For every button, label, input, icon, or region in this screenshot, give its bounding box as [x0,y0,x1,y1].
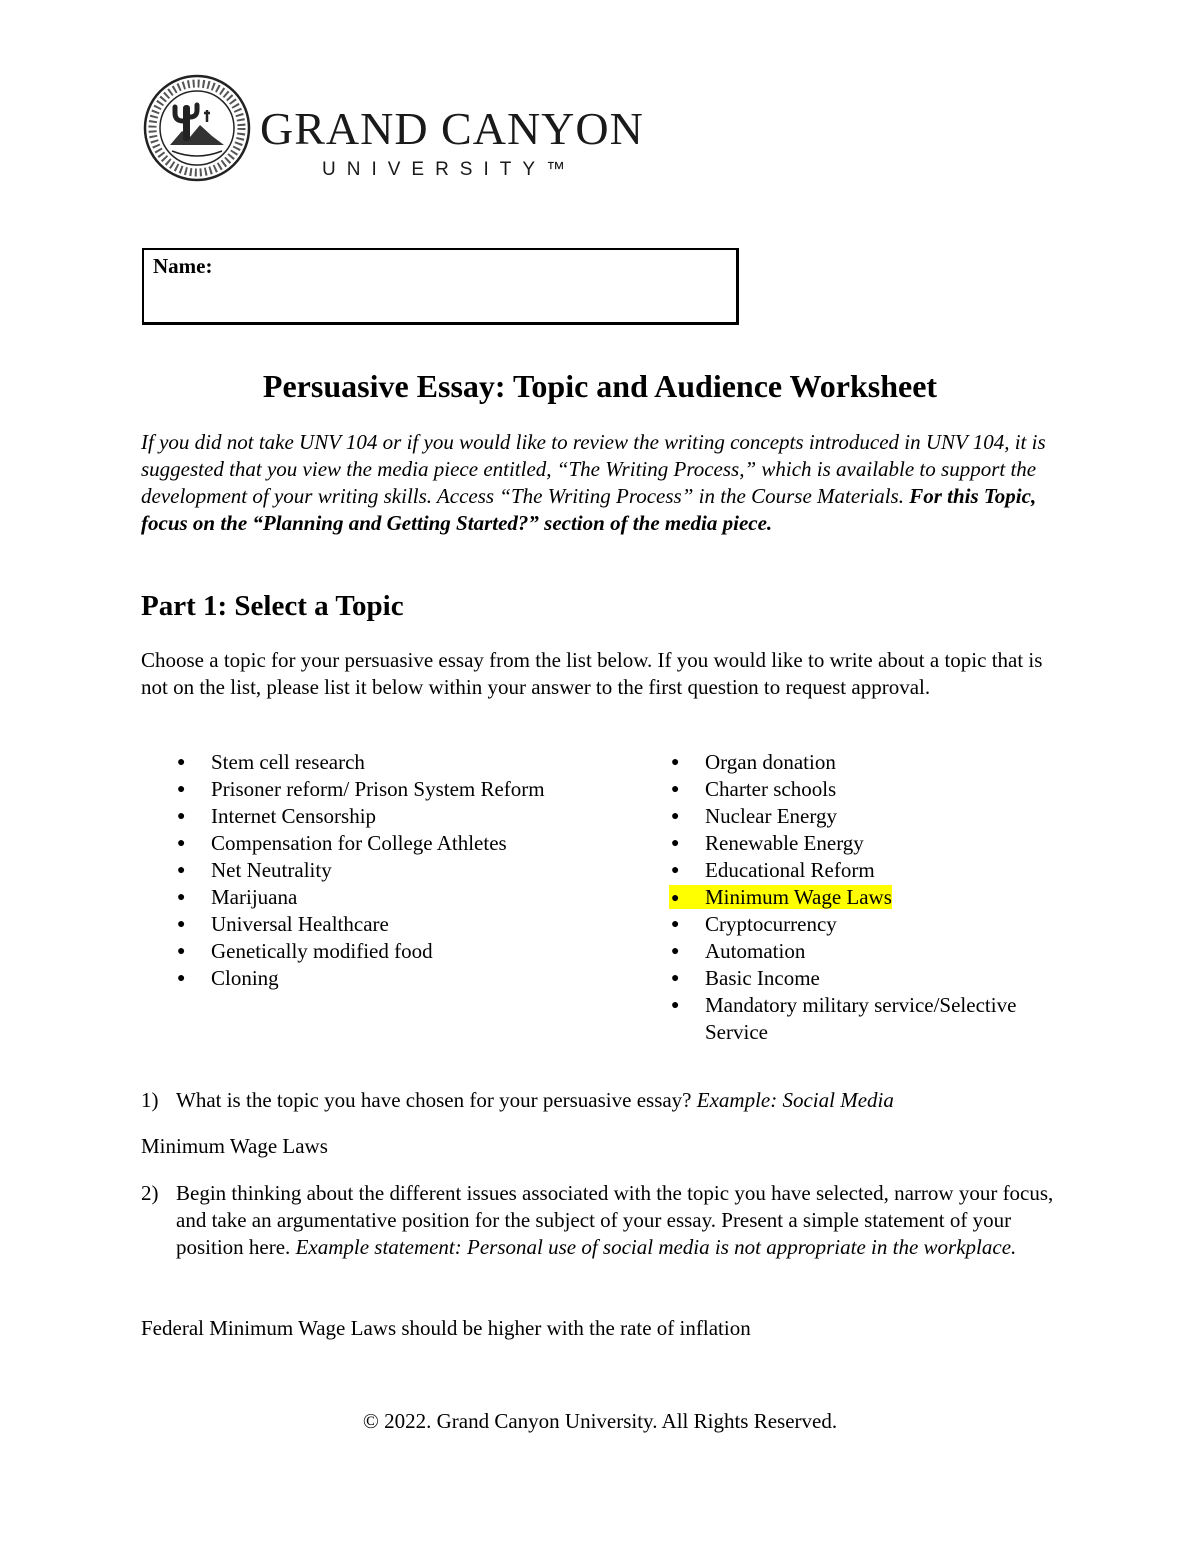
part1-heading: Part 1: Select a Topic [141,590,404,622]
answer-2[interactable]: Federal Minimum Wage Laws should be higher with the rate of inflation [141,1316,751,1340]
list-item: ● Cryptocurrency [635,911,1075,938]
part1-instructions: Choose a topic for your persuasive essay from the list below. If you would like to write about a topic that is not on the list, please list it below within your answer to the first question to request approval. [141,648,1043,699]
topic-list-right [635,749,1075,1046]
topic-list-left [141,749,571,992]
intro-paragraph [141,429,1071,537]
list-item: ● Educational Reform [635,857,1075,884]
question-text: What is the topic you have chosen for your persuasive essay? [176,1088,692,1112]
list-item: ● Automation [635,938,1075,965]
list-item: ● Universal Healthcare [141,911,571,938]
list-item: ● Stem cell research [141,749,571,776]
list-item: ● Genetically modified food [141,938,571,965]
list-item: ● Net Neutrality [141,857,571,884]
university-logo [142,73,644,185]
question-2 [141,1180,1071,1261]
list-item: ● Charter schools [635,776,1075,803]
intro-text: If you did not take UNV 104 or if you would like to review the writing concepts introduced in UNV 104, it is suggested that you view the media piece entitled, “The Writing Process,” which is available to support the development of your writing skills. Access “The Writing Process” in the Course Materials. [141,430,1046,508]
list-item: ● Nuclear Energy [635,803,1075,830]
question-example: Example statement: Personal use of social media is not appropriate in the workplace. [295,1235,1017,1259]
list-item: ● Organ donation [635,749,1075,776]
bullet-icon: ● [671,891,680,906]
highlighted-topic: Minimum Wage Laws [705,885,892,909]
list-item: ● Prisoner reform/ Prison System Reform [141,776,571,803]
list-item: ● Cloning [141,965,571,992]
logo-wordmark: GRAND CANYON [260,103,644,154]
list-item: ● Mandatory military service/Selective Service [635,992,1075,1046]
question-number: 2) [141,1181,159,1205]
name-label: Name: [153,254,213,278]
page-title: Persuasive Essay: Topic and Audience Worksheet [262,368,938,404]
question-text: Begin thinking about the different issues associated with the topic you have selected, narrow your focus, and take an argumentative position for the subject of your essay. Present a simple statement of your position here. [176,1181,1054,1259]
answer-1[interactable]: Minimum Wage Laws [141,1134,328,1158]
list-item: ● Renewable Energy [635,830,1075,857]
university-seal-icon [142,73,252,183]
list-item-highlighted [635,884,1075,911]
list-item: ● Basic Income [635,965,1075,992]
list-item: ● Compensation for College Athletes [141,830,571,857]
question-number: 1) [141,1088,159,1112]
list-item: ● Marijuana [141,884,571,911]
question-example: Example: Social Media [696,1088,894,1112]
list-item: ● Internet Censorship [141,803,571,830]
intro-bold-note: For this Topic, focus on the “Planning and Getting Started?” section of the media piece. [141,484,1037,535]
copyright-footer: © 2022. Grand Canyon University. All Rights Reserved. [362,1409,838,1433]
name-field[interactable] [142,248,739,325]
question-1 [141,1087,1071,1114]
highlight-mark [669,885,892,909]
logo-subtitle: UNIVERSITY™ [322,159,577,180]
